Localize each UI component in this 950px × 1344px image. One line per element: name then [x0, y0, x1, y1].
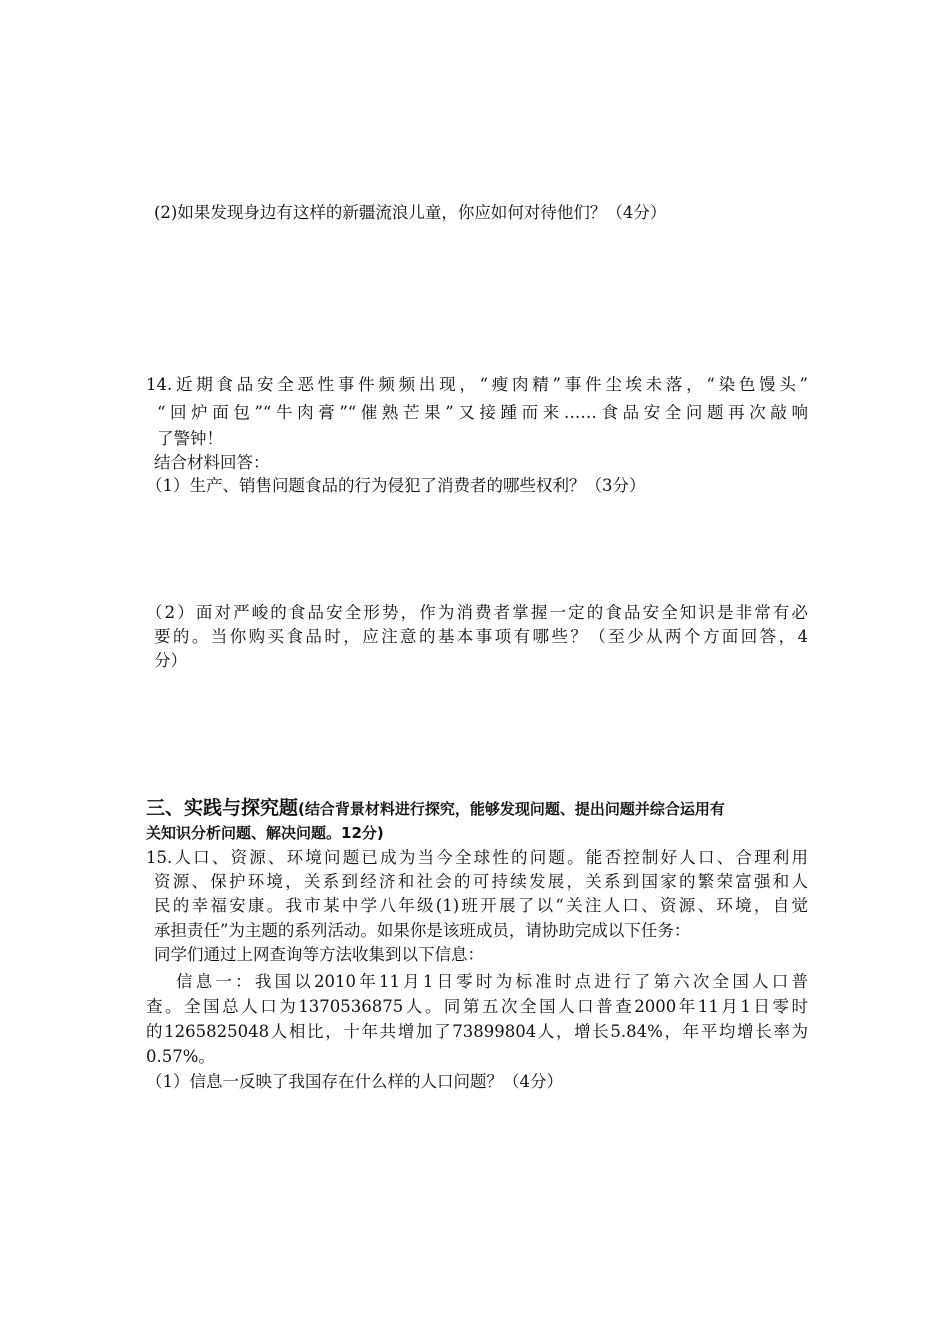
q14-part2-line-3: 分）	[154, 651, 187, 670]
section-3-title: 三、实践与探究题	[146, 797, 299, 819]
q15-stem-line-2: 资源、保护环境，关系到经济和社会的可持续发展，关系到国家的繁荣富强和人	[154, 872, 808, 891]
q14-part2-line-1: （2）面对严峻的食品安全形势，作为消费者掌握一定的食品安全知识是非常有必	[146, 603, 808, 622]
q14-stem-line-1: 14.近期食品安全恶性事件频频出现，“瘦肉精”事件尘埃未落，“染色馒头”	[146, 375, 808, 394]
q14-stem-line-2: “回炉面包”“牛肉膏”“催熟芒果”又接踵而来……食品安全问题再次敲响	[157, 403, 808, 422]
q13-part2: (2)如果发现身边有这样的新疆流浪儿童，你应如何对待他们？（4分）	[154, 203, 667, 222]
q15-stem-line-1: 15.人口、资源、环境问题已成为当今全球性的问题。能否控制好人口、合理利用	[146, 848, 808, 867]
q15-info-line-3: 的1265825048人相比，十年共增加了73899804人，增长5.84%，年平均增长率为	[146, 1022, 808, 1041]
q14-part1: （1）生产、销售问题食品的行为侵犯了消费者的哪些权利？（3分）	[146, 476, 646, 495]
q14-stem-line-3: 了警钟！	[157, 429, 223, 448]
q14-part2-line-2: 要的。当你购买食品时，应注意的基本事项有哪些？（至少从两个方面回答，4	[154, 627, 808, 646]
section-3-heading	[146, 796, 806, 821]
q15-collect: 同学们通过上网查询等方法收集到以下信息：	[154, 945, 484, 964]
q15-info-line-1: 信息一：我国以2010年11月1日零时为标准时点进行了第六次全国人口普	[176, 972, 808, 991]
q15-stem-line-4: 承担责任”为主题的系列活动。如果你是该班成员，请协助完成以下任务：	[154, 921, 691, 940]
q15-info-line-4: 0.57%。	[146, 1047, 215, 1066]
section-3-note-line-2: 关知识分析问题、解决问题。12分)	[146, 824, 384, 842]
q15-part1: （1）信息一反映了我国存在什么样的人口问题？（4分）	[146, 1072, 563, 1091]
section-3-note: (结合背景材料进行探究，能够发现问题、提出问题并综合运用有	[298, 800, 725, 818]
q15-stem-line-3: 民的幸福安康。我市某中学八年级(1)班开展了以“关注人口、资源、环境，自觉	[154, 896, 808, 915]
q15-info-line-2: 查。全国总人口为1370536875人。同第五次全国人口普查2000年11月1日零时	[146, 997, 808, 1016]
q14-prompt: 结合材料回答：	[154, 453, 270, 472]
